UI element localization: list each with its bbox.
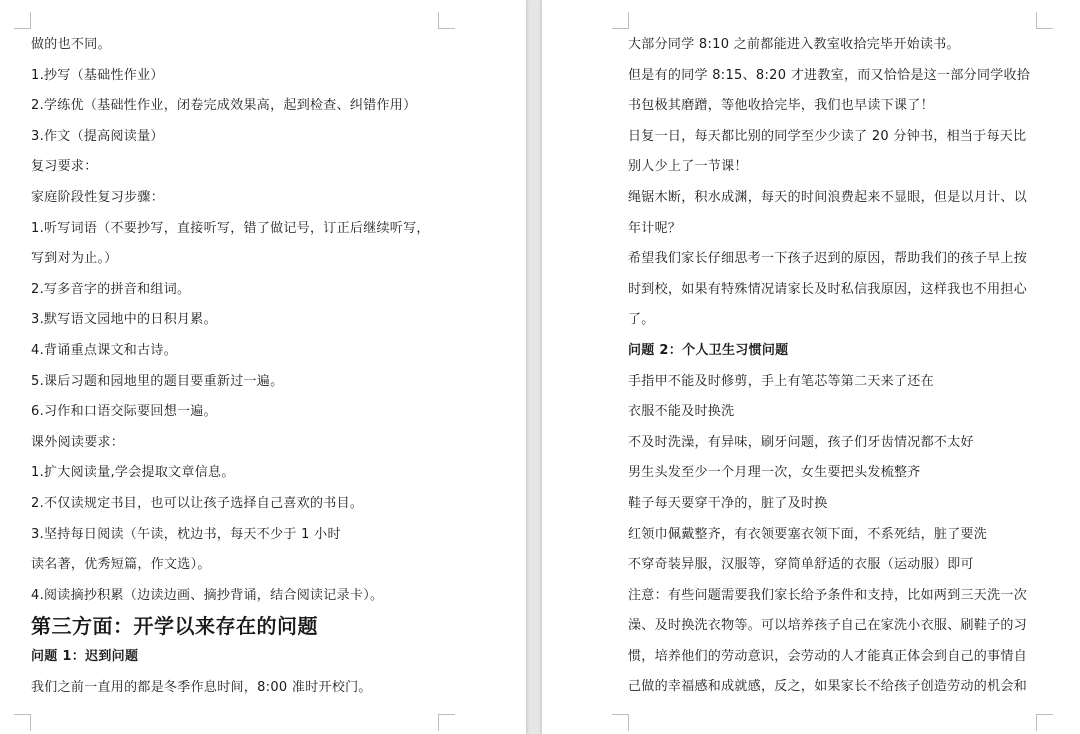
text-line: 2.学练优（基础性作业，闭卷完成效果高，起到检查、纠错作用） [31,98,417,114]
text-line: 希望我们家长仔细思考一下孩子迟到的原因，帮助我们的孩子早上按 [628,251,1028,267]
crop-mark [438,714,455,731]
text-line: 鞋子每天要穿干净的，脏了及时换 [628,495,828,511]
crop-mark [14,12,31,29]
text-line: 6.习作和口语交际要回想一遍。 [31,404,217,420]
text-line: 不穿奇装异服，汉服等，穿简单舒适的衣服（运动服）即可 [628,557,974,573]
subheading: 问题 2：个人卫生习惯问题 [628,342,789,358]
document-page-right [542,0,1080,734]
text-line: 3.默写语文园地中的日积月累。 [31,312,217,328]
text-line: 时到校，如果有特殊情况请家长及时私信我原因，这样我也不用担心 [628,281,1028,297]
text-line: 5.课后习题和园地里的题目要重新过一遍。 [31,373,284,389]
text-line: 我们之前一直用的都是冬季作息时间，8:00 准时开校门。 [31,679,372,695]
text-line: 1.扩大阅读量,学会提取文章信息。 [31,465,235,481]
crop-mark [438,12,455,29]
text-line: 4.背诵重点课文和古诗。 [31,342,178,358]
text-line: 写到对为止。） [31,251,118,267]
document-page-left [0,0,526,734]
text-line: 家庭阶段性复习步骤： [31,189,165,205]
text-line: 己做的幸福感和成就感，反之，如果家长不给孩子创造劳动的机会和 [628,679,1028,695]
subheading: 问题 1：迟到问题 [31,649,139,665]
text-line: 4.阅读摘抄积累（边读边画、摘抄背诵，结合阅读记录卡）。 [31,587,384,603]
text-line: 书包极其磨蹭，等他收拾完毕，我们也早读下课了！ [628,98,934,114]
page-text-body [628,30,1038,703]
crop-mark [612,12,629,29]
text-line: 读名著，优秀短篇，作文选）。 [31,557,211,573]
text-line: 复习要求： [31,159,98,175]
text-line: 2.写多音字的拼音和组词。 [31,281,191,297]
text-line: 2.不仅读规定书目，也可以让孩子选择自己喜欢的书目。 [31,495,364,511]
section-heading: 第三方面：开学以来存在的问题 [31,614,318,639]
text-line: 3.作文（提高阅读量） [31,128,164,144]
crop-mark [14,714,31,731]
text-line: 惯，培养他们的劳动意识，会劳动的人才能真正体会到自己的事情自 [628,648,1028,664]
text-line: 红领巾佩戴整齐，有衣领要塞衣领下面，不系死结，脏了要洗 [628,526,988,542]
text-line: 别人少上了一节课！ [628,159,748,175]
text-line: 绳锯木断，积水成渊，每天的时间浪费起来不显眼，但是以月计、以 [628,189,1028,205]
text-line: 了。 [628,312,655,328]
text-line: 注意：有些问题需要我们家长给予条件和支持，比如两到三天洗一次 [628,587,1028,603]
text-line: 但是有的同学 8:15、8:20 才进教室，而又恰恰是这一部分同学收拾 [628,67,1031,83]
text-line: 大部分同学 8:10 之前都能进入教室收拾完毕开始读书。 [628,37,960,52]
text-line: 手指甲不能及时修剪，手上有笔芯等第二天来了还在 [628,373,934,389]
crop-mark [1036,12,1053,29]
text-line: 澡、及时换洗衣物等。可以培养孩子自己在家洗小衣服、刷鞋子的习 [628,618,1028,634]
text-line: 日复一日，每天都比别的同学至少少读了 20 分钟书，相当于每天比 [628,128,1027,144]
text-line: 做的也不同。 [31,37,111,52]
text-line: 课外阅读要求： [31,434,125,450]
text-line: 年计呢？ [628,220,682,236]
text-line: 不及时洗澡，有异味，刷牙问题，孩子们牙齿情况都不太好 [628,434,974,450]
crop-mark [1036,714,1053,731]
text-line: 1.听写词语（不要抄写，直接听写，错了做记号，订正后继续听写， [31,220,430,236]
text-line: 1.抄写（基础性作业） [31,67,164,83]
text-line: 衣服不能及时换洗 [628,404,735,420]
crop-mark [612,714,629,731]
page-text-body [31,30,501,703]
text-line: 男生头发至少一个月理一次，女生要把头发梳整齐 [628,465,921,481]
text-line: 3.坚持每日阅读（午读，枕边书，每天不少于 1 小时 [31,526,341,542]
